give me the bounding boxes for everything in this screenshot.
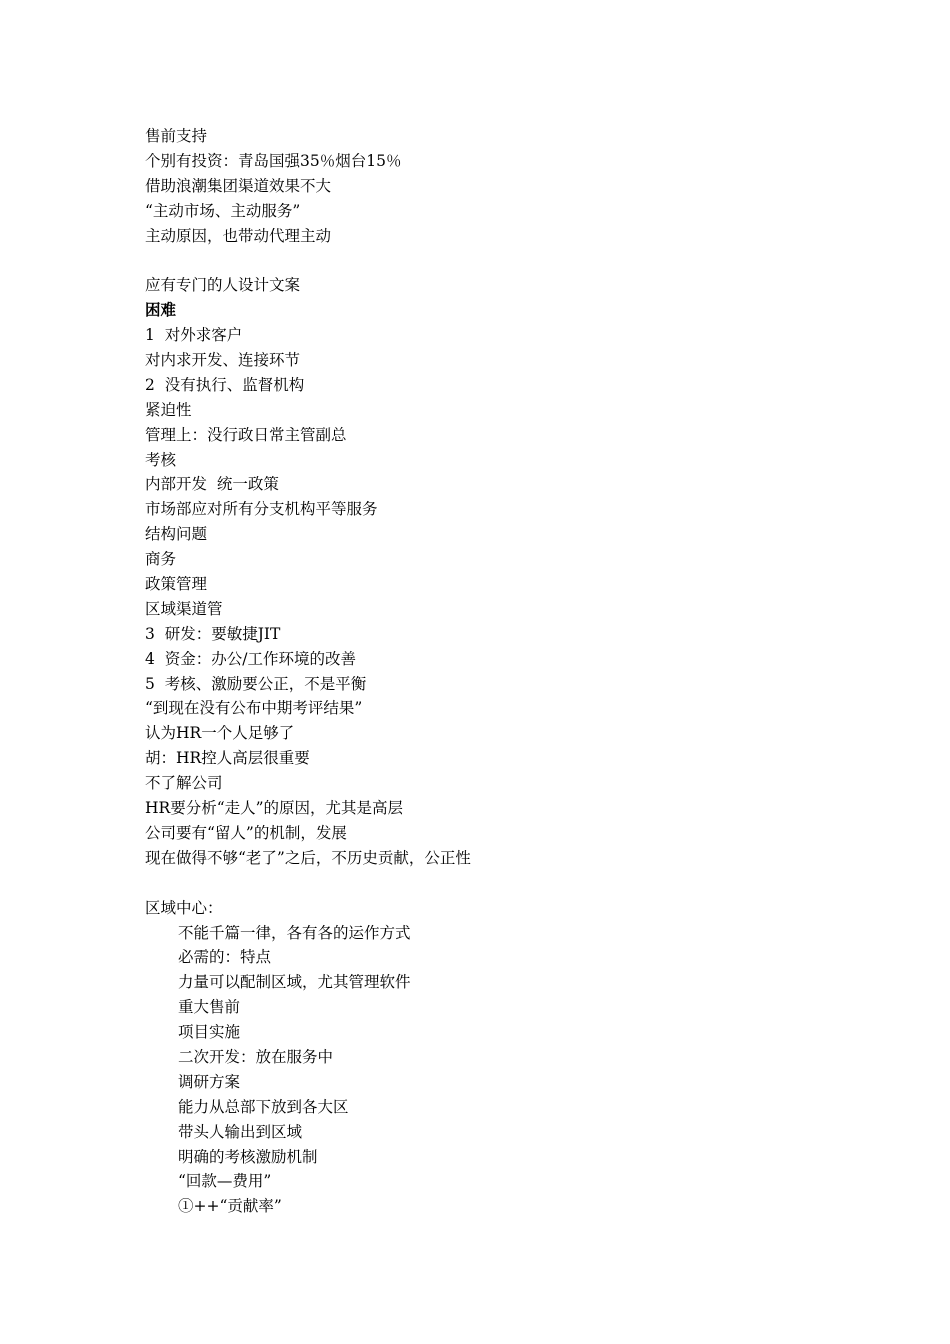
text-line: 市场部应对所有分支机构平等服务 [145, 500, 378, 519]
text-line: 现在做得不够“老了”之后，不历史贡献，公正性 [145, 848, 471, 867]
text-line: 商务 [145, 550, 177, 569]
text-line: 明确的考核激励机制 [178, 1147, 318, 1166]
text-line: 管理上：没行政日常主管副总 [145, 425, 347, 444]
text-line: 售前支持 [145, 127, 208, 145]
blank-line [145, 248, 845, 273]
text-line: 考核 [145, 450, 177, 469]
text-line: 能力从总部下放到各大区 [178, 1097, 349, 1116]
text-line: 调研方案 [178, 1072, 241, 1091]
text-line: “到现在没有公布中期考评结果” [145, 699, 363, 718]
text-line: ①++“贡献率” [178, 1197, 282, 1216]
text-line: 认为HR一个人足够了 [145, 724, 295, 743]
text-line: 力量可以配制区域，尤其管理软件 [178, 973, 411, 992]
text-line: 政策管理 [145, 575, 208, 594]
text-line: 2 没有执行、监督机构 [145, 375, 305, 394]
text-line: 应有专门的人设计文案 [145, 276, 301, 295]
blank-line [145, 871, 845, 896]
text-line: 个别有投资：青岛国强35％烟台15％ [145, 151, 402, 170]
text-line: HR要分析“走人”的原因，尤其是高层 [145, 799, 404, 818]
text-line: 项目实施 [178, 1023, 241, 1042]
text-line: 主动原因，也带动代理主动 [145, 226, 332, 245]
text-line: 不了解公司 [145, 774, 223, 793]
text-line: 胡：HR控人高层很重要 [145, 749, 310, 768]
section-heading: 困难 [145, 300, 177, 320]
text-line: 二次开发：放在服务中 [178, 1047, 334, 1066]
text-line: 不能千篇一律，各有各的运作方式 [178, 923, 411, 942]
text-line: 5 考核、激励要公正，不是平衡 [145, 674, 367, 693]
text-line: 重大售前 [178, 998, 241, 1017]
text-line: 内部开发 统一政策 [145, 475, 279, 494]
text-line: 4 资金：办公/工作环境的改善 [145, 649, 356, 668]
text-line: 公司要有“留人”的机制，发展 [145, 823, 347, 842]
text-line: 借助浪潮集团渠道效果不大 [145, 176, 332, 195]
text-line: 区域渠道管 [145, 599, 223, 618]
section-heading: 区域中心： [145, 898, 223, 917]
text-line: 对内求开发、连接环节 [145, 351, 301, 370]
text-line: 必需的：特点 [178, 948, 272, 967]
text-line: 结构问题 [145, 525, 208, 544]
text-line: 1 对外求客户 [145, 326, 243, 345]
text-line: 紧迫性 [145, 400, 192, 419]
text-line: “回款—费用” [178, 1172, 272, 1191]
document-body [145, 124, 845, 1219]
text-line: 3 研发：要敏捷JIT [145, 624, 281, 643]
text-line: “主动市场、主动服务” [145, 201, 301, 220]
text-line: 带头人输出到区域 [178, 1122, 303, 1141]
